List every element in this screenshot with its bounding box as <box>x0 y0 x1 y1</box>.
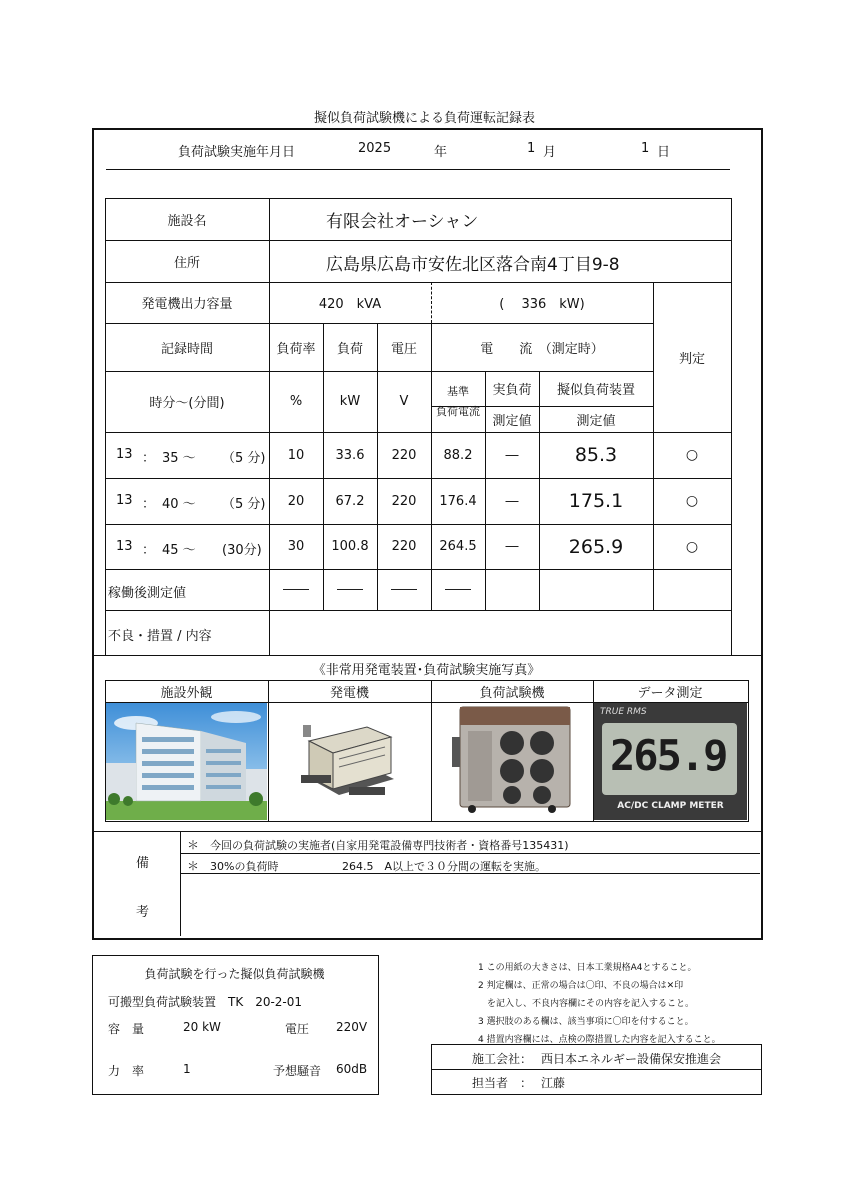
machine-noise-label: 予想騒音 <box>273 1064 322 1078</box>
row-judge: ○ <box>685 447 699 463</box>
row-sep: ： <box>142 497 156 512</box>
machine-pf-label: 力 率 <box>108 1064 145 1078</box>
remarks-line-2a: 30%の負荷時 <box>210 860 279 873</box>
row-rate: 20 <box>287 493 305 509</box>
header-actual-1: 実負荷 <box>492 383 532 398</box>
row-hour: 13 <box>116 447 133 462</box>
header-time-sub: 時分～(分間) <box>149 396 225 411</box>
date-month: 1 <box>527 141 536 156</box>
header-base-current-1: 基準 <box>447 384 469 398</box>
note-item: 3 選択肢のある欄は、該当事項に〇印を付すること。 <box>478 1017 694 1027</box>
date-year: 2025 <box>358 141 392 156</box>
header-judgement: 判定 <box>678 351 705 367</box>
capacity-kva: 420 kVA <box>318 297 382 312</box>
machine-cap-value: 20 kW <box>183 1020 221 1034</box>
header-load: 負荷 <box>336 341 363 357</box>
row-min: 35 ～ <box>162 451 196 466</box>
remarks-label-2: 考 <box>136 905 150 920</box>
note-item: 4 措置内容欄には、点検の際措置した内容を記入すること。 <box>478 1035 721 1045</box>
after-v3: ―― <box>391 582 417 597</box>
header-pseudo-2: 測定値 <box>576 413 616 429</box>
machine-title: 負荷試験を行った擬似負荷試験機 <box>144 967 325 981</box>
caption-exterior: 施設外観 <box>160 685 213 701</box>
header-base-current <box>431 371 485 432</box>
caption-data-measure: データ測定 <box>637 685 703 701</box>
row-hour: 13 <box>116 539 133 554</box>
facility-name: 有限会社オーシャン <box>326 212 479 232</box>
header-pseudo-1: 擬似負荷装置 <box>556 383 635 398</box>
row-min: 45 ～ <box>162 543 196 558</box>
person-name: 江藤 <box>541 1076 566 1090</box>
row-sep: ： <box>142 451 156 466</box>
after-v4: ―― <box>445 582 471 597</box>
row-judge: ○ <box>685 538 699 555</box>
defect-label: 不良・措置 / 内容 <box>108 629 212 644</box>
company-label: 施工会社： <box>472 1052 533 1066</box>
row-pseudo: 265.9 <box>568 535 624 558</box>
building-photo <box>106 703 267 820</box>
row-actual: ― <box>505 447 519 463</box>
row-base: 88.2 <box>443 447 473 463</box>
clamp-meter-photo <box>594 703 747 820</box>
meter-label: AC/DC CLAMP METER <box>617 801 724 811</box>
remarks-label-1: 備 <box>136 856 150 871</box>
header-pct: % <box>289 394 303 409</box>
date-day: 1 <box>641 141 650 156</box>
row-min: 40 ～ <box>162 497 196 512</box>
capacity-kw: ( 336 kW) <box>499 297 585 312</box>
machine-cap-label: 容 量 <box>108 1022 145 1036</box>
note-item: 2 判定欄は、正常の場合は〇印、不良の場合は✕印 <box>478 981 684 991</box>
header-record-time: 記録時間 <box>160 341 213 357</box>
caption-generator: 発電機 <box>329 685 369 701</box>
meter-brand: TRUE RMS <box>600 707 647 717</box>
date-month-unit: 月 <box>543 145 557 160</box>
row-pseudo: 175.1 <box>568 490 624 512</box>
header-voltage: 電圧 <box>390 341 417 357</box>
machine-noise-value: 60dB <box>336 1062 368 1076</box>
after-label: 稼働後測定値 <box>108 586 187 601</box>
row-load: 33.6 <box>335 447 365 463</box>
row-actual: ― <box>505 539 519 554</box>
note-item: 1 この用紙の大きさは、日本工業規格A4とすること。 <box>478 963 697 973</box>
row-volt: 220 <box>391 539 417 554</box>
header-actual-2: 測定値 <box>492 413 532 429</box>
meter-display: 265.9 <box>610 731 727 780</box>
address-label: 住所 <box>173 255 200 271</box>
page-title: 擬似負荷試験機による負荷運転記録表 <box>313 111 535 126</box>
header-base-current-2: 負荷電流 <box>436 404 480 418</box>
row-sep: ： <box>142 543 156 558</box>
date-label: 負荷試験実施年月日 <box>178 145 296 160</box>
header-current: 電 流 （測定時） <box>480 341 604 357</box>
load-tester-photo <box>432 703 593 820</box>
caption-load-tester: 負荷試験機 <box>479 685 545 701</box>
date-day-unit: 日 <box>657 145 671 160</box>
remarks-mark-1: ＊ <box>187 838 200 852</box>
row-base: 176.4 <box>439 493 477 509</box>
row-rate: 30 <box>287 539 305 554</box>
note-item: を記入し、不良内容欄にその内容を記入すること。 <box>478 999 695 1009</box>
row-judge: ○ <box>685 493 699 509</box>
remarks-line-1: 今回の負荷試験の実施者(自家用発電設備専門技術者・資格番号135431) <box>210 839 569 852</box>
person-label: 担当者 ： <box>472 1076 533 1090</box>
row-load: 100.8 <box>331 539 369 554</box>
row-volt: 220 <box>391 493 417 509</box>
after-v1: ―― <box>283 582 309 597</box>
address-value: 広島県広島市安佐北区落合南4丁目9-8 <box>326 255 620 275</box>
machine-pf-value: 1 <box>183 1062 191 1076</box>
generator-photo <box>269 703 431 820</box>
notes-list <box>478 959 721 1049</box>
machine-volt-label: 電圧 <box>285 1022 310 1036</box>
capacity-label: 発電機出力容量 <box>141 297 233 312</box>
header-v: V <box>399 394 409 409</box>
row-dur: （5 分) <box>222 497 266 512</box>
machine-volt-value: 220V <box>336 1020 368 1034</box>
row-dur: （5 分) <box>222 451 266 466</box>
after-v2: ―― <box>337 582 363 597</box>
date-year-unit: 年 <box>434 145 448 160</box>
row-rate: 10 <box>287 447 305 463</box>
row-dur: (30分) <box>222 543 262 558</box>
row-volt: 220 <box>391 447 417 463</box>
header-kw: kW <box>339 394 361 409</box>
remarks-line-2b: 264.5 A以上で３０分間の運転を実施。 <box>342 860 547 873</box>
facility-label: 施設名 <box>167 213 207 229</box>
header-load-rate: 負荷率 <box>276 341 316 357</box>
row-load: 67.2 <box>335 493 365 509</box>
date-underline <box>106 169 730 170</box>
company-name: 西日本エネルギー設備保安推進会 <box>541 1052 722 1066</box>
row-pseudo: 85.3 <box>574 444 618 466</box>
row-base: 264.5 <box>439 539 477 554</box>
machine-model: 可搬型負荷試験装置 TK 20-2-01 <box>108 995 303 1009</box>
photo-section-title: 《非常用発電装置･負荷試験実施写真》 <box>312 663 541 678</box>
remarks-mark-2: ＊ <box>187 859 200 873</box>
row-hour: 13 <box>116 493 133 508</box>
row-actual: ― <box>505 493 519 509</box>
